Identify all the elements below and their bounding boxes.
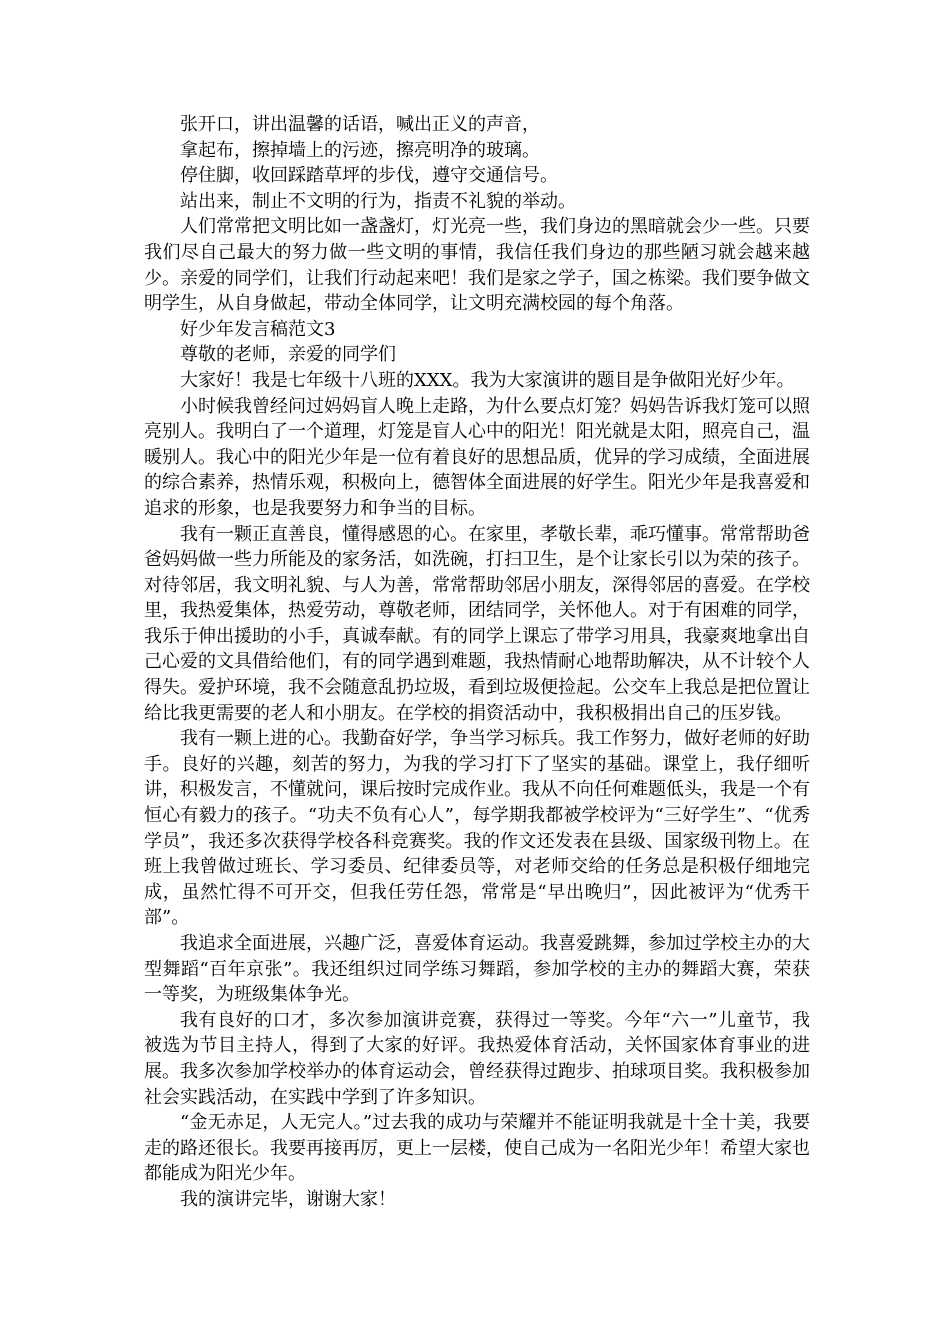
section-title: 好少年发言稿范文3 — [180, 318, 336, 340]
closing-line: 我的演讲完毕，谢谢大家！ — [180, 1188, 396, 1210]
paragraph: 我追求全面进展，兴趣广泛，喜爱体育运动。我喜爱跳舞，参加过学校主办的大型舞蹈“百年京张”。我还组织过同学练习舞蹈，参加学校的主办的舞蹈大赛，荣获一等奖，为班级集体争光。 — [144, 933, 810, 1006]
paragraph: 我有良好的口才，多次参加演讲竞赛，获得过一等奖。今年“六一”儿童节，我被选为节目主持人，得到了大家的好评。我热爱体育活动，关怀国家体育事业的进展。我多次参加学校举办的体育运动会，曾经获得过跑步、拍球项目奖。我积极参加社会实践活动，在实践中学到了许多知识。 — [144, 1009, 810, 1108]
paragraph: 大家好！我是七年级十八班的XXX。我为大家演讲的题目是争做阳光好少年。 — [180, 369, 795, 391]
paragraph: 张开口，讲出温馨的话语，喊出正义的声音， — [180, 114, 540, 135]
paragraph: 站出来，制止不文明的行为，指责不礼貌的举动。 — [180, 190, 576, 212]
salutation: 尊敬的老师，亲爱的同学们 — [180, 344, 396, 366]
paragraph: 我有一颗正直善良，懂得感恩的心。在家里，孝敬长辈，乖巧懂事。常常帮助爸爸妈妈做一些力所能及的家务活，如洗碗，打扫卫生，是个让家长引以为荣的孩子。对待邻居，我文明礼貌、与人为善，常常帮助邻居小朋友，深得邻居的喜爱。在学校里，我热爱集体，热爱劳动，尊敬老师，团结同学，关怀他人。对于有困难的同学，我乐于伸出援助的小手，真诚奉献。有的同学上课忘了带学习用具，我豪爽地拿出自己心爱的文具借给他们，有的同学遇到难题，我热情耐心地帮助解决，从不计较个人得失。爱护环境，我不会随意乱扔垃圾，看到垃圾便捡起。公交车上我总是把位置让给比我更需要的老人和小朋友。在学校的捐资活动中，我积极捐出自己的压岁钱。 — [144, 523, 810, 724]
paragraph: 人们常常把文明比如一盏盏灯，灯光亮一些，我们身边的黑暗就会少一些。只要我们尽自己最大的努力做一些文明的事情，我信任我们身边的那些陋习就会越来越少。亲爱的同学们，让我们行动起来吧！我们是家之学子，国之栋梁。我们要争做文明学生，从自身做起，带动全体同学，让文明充满校园的每个角落。 — [144, 216, 810, 315]
document-body — [144, 112, 810, 1213]
paragraph: 我有一颗上进的心。我勤奋好学，争当学习标兵。我工作努力，做好老师的好助手。良好的兴趣，刻苦的努力，为我的学习打下了坚实的基础。课堂上，我仔细听讲，积极发言，不懂就问，课后按时完成作业。我从不向任何难题低头，我是一个有恒心有毅力的孩子。“功夫不负有心人”，每学期我都被学校评为“三好学生”、“优秀学员”，我还多次获得学校各科竞赛奖。我的作文还发表在县级、国家级刊物上。在班上我曾做过班长、学习委员、纪律委员等，对老师交给的任务总是积极仔细地完成，虽然忙得不可开交，但我任劳任怨，常常是“早出晚归”，因此被评为“优秀干部”。 — [144, 728, 810, 929]
paragraph: 拿起布，擦掉墙上的污迹，擦亮明净的玻璃。 — [180, 139, 540, 161]
paragraph: 小时候我曾经问过妈妈盲人晚上走路，为什么要点灯笼？妈妈告诉我灯笼可以照亮别人。我明白了一个道理，灯笼是盲人心中的阳光！阳光就是太阳，照亮自己，温暖别人。我心中的阳光少年是一位有着良好的思想品质，优异的学习成绩，全面进展的综合素养，热情乐观，积极向上，德智体全面进展的好学生。阳光少年是我喜爱和追求的形象，也是我要努力和争当的目标。 — [144, 395, 810, 519]
paragraph: “金无赤足，人无完人。”过去我的成功与荣耀并不能证明我就是十全十美，我要走的路还很长。我要再接再厉，更上一层楼，使自己成为一名阳光少年！希望大家也都能成为阳光少年。 — [144, 1112, 810, 1185]
paragraph: 停住脚，收回踩踏草坪的步伐，遵守交通信号。 — [180, 165, 558, 187]
